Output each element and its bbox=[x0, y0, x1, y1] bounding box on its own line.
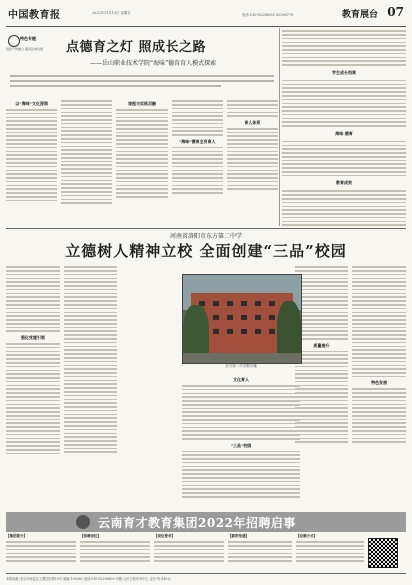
section-subhead: 特色发展 bbox=[371, 380, 388, 386]
section-subhead: 文化育人 bbox=[233, 377, 249, 382]
text-column bbox=[352, 264, 406, 508]
badge-text: 特色专题 bbox=[20, 36, 36, 41]
recruitment-banner bbox=[6, 512, 406, 532]
section-subhead: “三品”校园 bbox=[230, 442, 252, 448]
text-column bbox=[6, 264, 60, 508]
section-subhead: 课程与实践双融 bbox=[128, 101, 156, 106]
photo-caption: 东方第二中学教学楼 bbox=[225, 364, 257, 368]
section-subhead: 育人体系 bbox=[244, 119, 261, 125]
right-subhead: 学生成长档案 bbox=[332, 69, 356, 75]
badge-icon bbox=[8, 35, 20, 47]
recruit-heading: 【集团简介】 bbox=[6, 534, 27, 538]
column-badge bbox=[6, 34, 44, 51]
recruit-column bbox=[154, 534, 224, 570]
recruit-heading: 【薪资待遇】 bbox=[228, 534, 249, 538]
text-column bbox=[6, 98, 57, 226]
section-number: 07 bbox=[387, 5, 404, 19]
badge-subtext: 创新产教融合·服务区域发展 bbox=[6, 47, 43, 51]
recruit-column bbox=[6, 534, 76, 570]
recruit-heading: 【应聘方式】 bbox=[296, 534, 317, 538]
masthead bbox=[6, 4, 406, 27]
section-separator bbox=[6, 228, 406, 229]
school-building-photo bbox=[182, 274, 302, 364]
text-column bbox=[121, 264, 175, 508]
top-article bbox=[6, 28, 278, 228]
text-column bbox=[116, 98, 167, 226]
recruit-heading: 【招聘岗位】 bbox=[80, 534, 101, 538]
text-column bbox=[61, 98, 112, 226]
group-logo-icon bbox=[76, 515, 90, 529]
right-subhead: 教育成效 bbox=[336, 180, 352, 186]
recruit-column bbox=[296, 534, 364, 570]
section-subhead: 质量提升 bbox=[313, 342, 330, 348]
article2-kicker: 河南省洛阳市东方第二中学 bbox=[169, 233, 242, 240]
text-column bbox=[295, 264, 349, 508]
article2-headline: 立德树人精神立校 全面创建“三品”校园 bbox=[65, 242, 347, 260]
top-subheadline: ——岳山职业技术学院“海味”德育育人模式探索 bbox=[90, 60, 217, 67]
right-column-top bbox=[282, 28, 406, 226]
text-column bbox=[64, 264, 118, 508]
paper-name: 中国教育报 bbox=[8, 10, 61, 21]
column-divider bbox=[279, 28, 280, 226]
hotline: 电话:010-82296853 82296779 bbox=[242, 13, 294, 17]
recruit-heading: 【岗位要求】 bbox=[154, 534, 175, 538]
banner-title: 云南育才教育集团2022年招聘启事 bbox=[98, 516, 296, 530]
text-column bbox=[172, 98, 223, 226]
recruit-column bbox=[80, 534, 150, 570]
footer-text: 本报地址:北京市海淀区文慧园北路10号 邮编:100082 电话:010-82296800 印刷:人民日报印务中心 定价:每月45元 bbox=[6, 577, 171, 581]
article2 bbox=[6, 264, 406, 508]
top-headline: 点德育之灯 照成长之路 bbox=[66, 40, 207, 55]
recruit-column bbox=[228, 534, 292, 570]
text-column bbox=[227, 98, 278, 226]
section-subhead: 强化党建引领 bbox=[20, 335, 45, 341]
right-subhead: 海味·德育 bbox=[335, 130, 353, 136]
section-subhead: 以“海味”文化浸润 bbox=[15, 101, 48, 106]
recruitment-section bbox=[6, 534, 406, 570]
date-line: 2022年11月13日 星期日 bbox=[92, 11, 131, 15]
footer bbox=[6, 573, 406, 584]
section-subhead: “海味”德育全员育人 bbox=[178, 138, 216, 144]
section-title: 教育展台 bbox=[341, 10, 378, 20]
qr-code[interactable] bbox=[368, 538, 398, 568]
middle-text-block bbox=[182, 374, 300, 504]
lead-paragraph bbox=[10, 72, 274, 92]
top-article-columns bbox=[6, 98, 278, 226]
